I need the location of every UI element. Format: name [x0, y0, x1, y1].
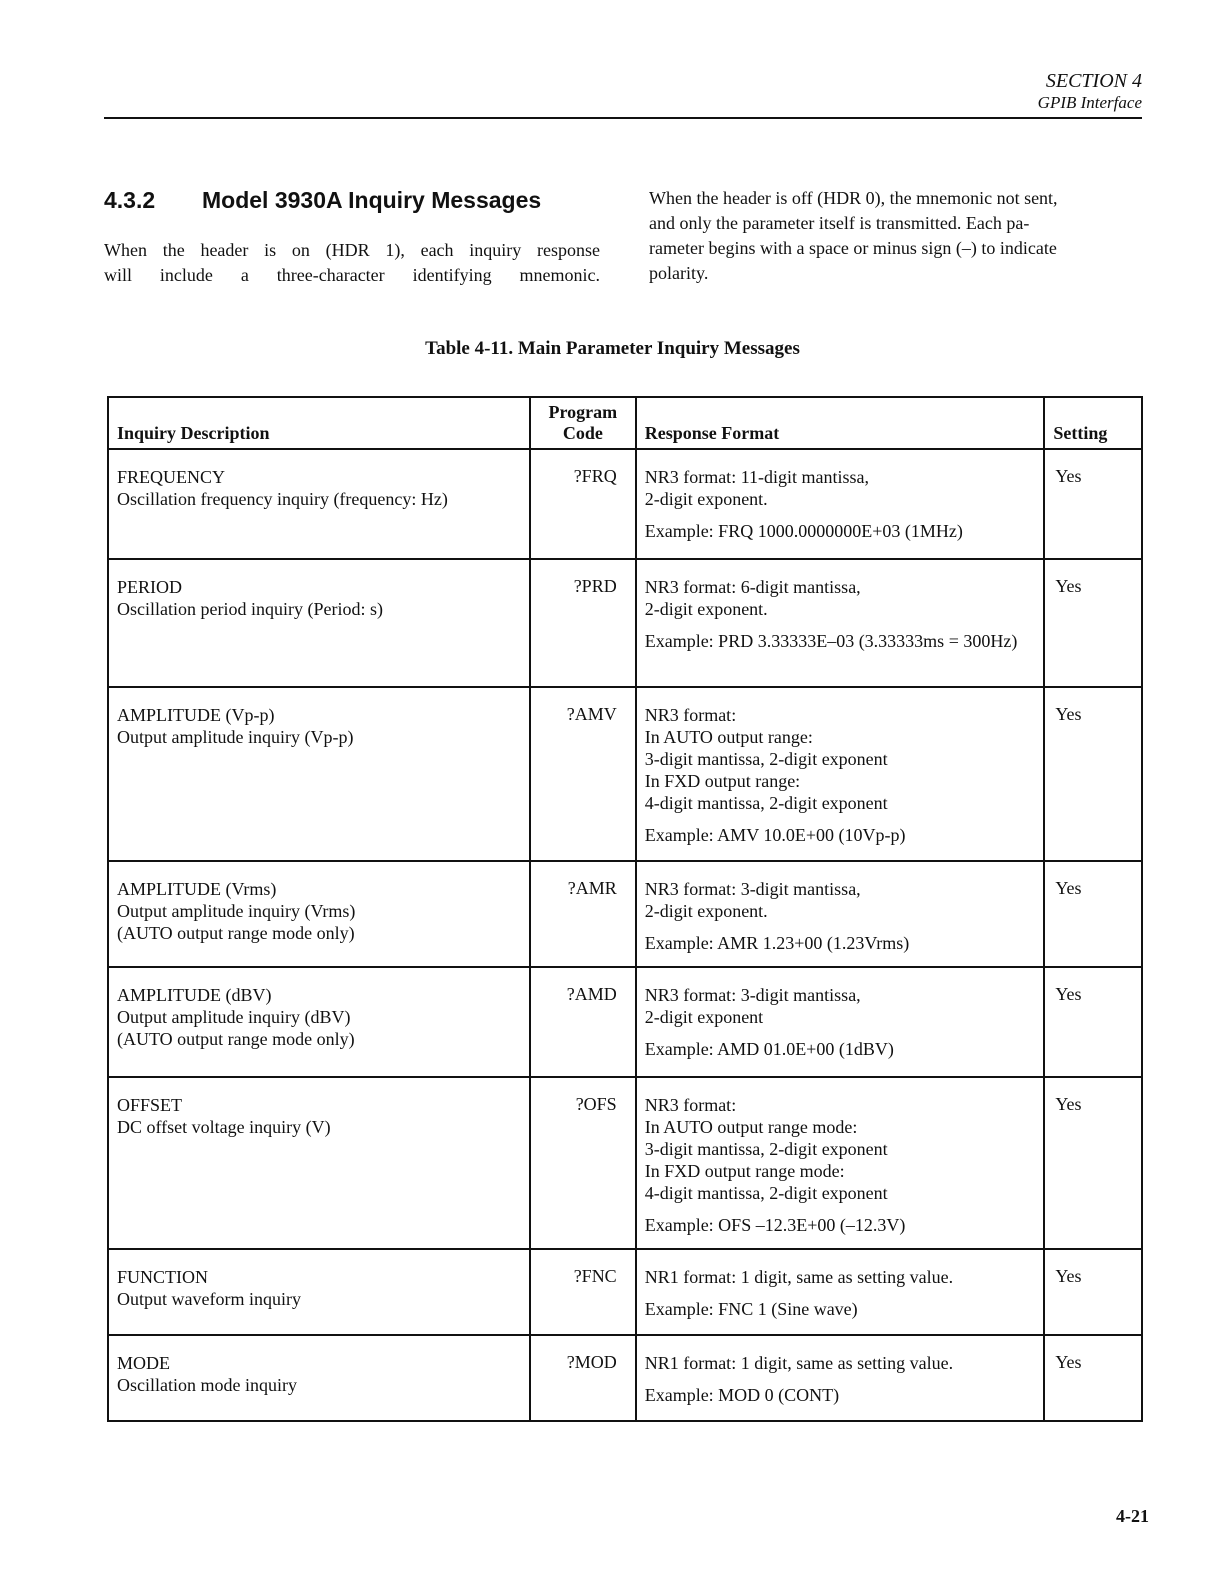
- paragraph-line: When the header is off (HDR 0), the mnemonic not sent,: [649, 188, 1058, 208]
- response-example: Example: AMR 1.23+00 (1.23Vrms): [644, 933, 910, 953]
- response-line: 2-digit exponent.: [644, 489, 768, 509]
- table-row: [108, 861, 1142, 967]
- cell-description: [108, 687, 530, 861]
- paragraph-line: will include a three-character identifying mnemonic.: [104, 265, 600, 285]
- response-example: Example: FNC 1 (Sine wave): [644, 1299, 858, 1319]
- parameter-name: AMPLITUDE (dBV): [117, 985, 272, 1005]
- response-example: Example: AMV 10.0E+00 (10Vp-p): [644, 825, 906, 845]
- table-caption: Table 4-11. Main Parameter Inquiry Messages: [425, 338, 800, 359]
- cell-description: [108, 861, 530, 967]
- response-line: 4-digit mantissa, 2-digit exponent: [644, 1183, 888, 1203]
- table-row: [108, 1335, 1142, 1421]
- cell-response-format: [636, 861, 1045, 967]
- description-line: Output waveform inquiry: [117, 1289, 301, 1309]
- cell-program-code: ?FNC: [530, 1249, 636, 1335]
- heading-title: Model 3930A Inquiry Messages: [202, 187, 542, 213]
- cell-response-format: [636, 1335, 1045, 1421]
- cell-response-format: [636, 449, 1045, 559]
- parameter-name: MODE: [117, 1353, 170, 1373]
- parameter-name: AMPLITUDE (Vrms): [117, 879, 277, 899]
- response-line: In AUTO output range:: [644, 727, 813, 747]
- cell-program-code: ?AMR: [530, 861, 636, 967]
- response-example: Example: FRQ 1000.0000000E+03 (1MHz): [644, 521, 963, 541]
- response-line: 2-digit exponent: [644, 1007, 764, 1027]
- response-line: NR3 format: 3-digit mantissa,: [644, 879, 861, 899]
- response-line: 3-digit mantissa, 2-digit exponent: [644, 749, 888, 769]
- response-line: NR3 format: 11-digit mantissa,: [644, 467, 870, 487]
- intro-paragraph-right: [649, 186, 1142, 286]
- cell-setting: Yes: [1044, 559, 1142, 687]
- table-row: [108, 967, 1142, 1077]
- paragraph-line: polarity.: [649, 263, 709, 283]
- paragraph-line: When the header is on (HDR 1), each inquiry response: [104, 240, 600, 260]
- response-line: 4-digit mantissa, 2-digit exponent: [644, 793, 888, 813]
- cell-setting: Yes: [1044, 967, 1142, 1077]
- table-row: [108, 1249, 1142, 1335]
- cell-description: [108, 559, 530, 687]
- cell-program-code: ?AMV: [530, 687, 636, 861]
- table-body: [108, 449, 1142, 1421]
- col-header-description: Inquiry Description: [108, 397, 530, 449]
- description-line: (AUTO output range mode only): [117, 923, 355, 943]
- response-line: In FXD output range mode:: [644, 1161, 845, 1181]
- cell-response-format: [636, 1249, 1045, 1335]
- table-row: [108, 1077, 1142, 1249]
- response-example: Example: OFS –12.3E+00 (–12.3V): [644, 1215, 906, 1235]
- response-line: NR3 format:: [644, 705, 737, 725]
- description-line: Output amplitude inquiry (Vp-p): [117, 727, 354, 747]
- cell-setting: Yes: [1044, 687, 1142, 861]
- parameter-name: FUNCTION: [117, 1267, 209, 1287]
- response-line: 3-digit mantissa, 2-digit exponent: [644, 1139, 888, 1159]
- cell-description: [108, 1249, 530, 1335]
- cell-description: [108, 1335, 530, 1421]
- cell-program-code: ?AMD: [530, 967, 636, 1077]
- cell-setting: Yes: [1044, 1249, 1142, 1335]
- cell-program-code: ?MOD: [530, 1335, 636, 1421]
- cell-setting: Yes: [1044, 1335, 1142, 1421]
- table-row: [108, 687, 1142, 861]
- description-line: Oscillation mode inquiry: [117, 1375, 297, 1395]
- response-line: 2-digit exponent.: [644, 901, 768, 921]
- section-label: SECTION 4: [1045, 70, 1142, 92]
- cell-setting: Yes: [1044, 449, 1142, 559]
- response-line: NR3 format: 6-digit mantissa,: [644, 577, 861, 597]
- col-header-setting: Setting: [1044, 397, 1142, 449]
- paragraph-line: and only the parameter itself is transmitted. Each pa-: [649, 213, 1030, 233]
- table-header-row: [108, 397, 1142, 449]
- section-heading: [104, 187, 541, 214]
- cell-description: [108, 1077, 530, 1249]
- cell-description: [108, 967, 530, 1077]
- running-header: [1038, 70, 1142, 114]
- table-row: [108, 559, 1142, 687]
- cell-program-code: ?PRD: [530, 559, 636, 687]
- heading-number: 4.3.2: [104, 187, 156, 213]
- col-header-response: Response Format: [636, 397, 1045, 449]
- inquiry-table: [107, 396, 1143, 1422]
- response-line: In AUTO output range mode:: [644, 1117, 858, 1137]
- page-number: 4-21: [1116, 1506, 1149, 1526]
- parameter-name: PERIOD: [117, 577, 183, 597]
- table-row: [108, 449, 1142, 559]
- response-line: NR1 format: 1 digit, same as setting value.: [644, 1353, 954, 1373]
- col-header-code-line1: Program: [548, 402, 618, 422]
- cell-response-format: [636, 559, 1045, 687]
- cell-response-format: [636, 967, 1045, 1077]
- parameter-name: OFFSET: [117, 1095, 183, 1115]
- description-line: Output amplitude inquiry (dBV): [117, 1007, 351, 1027]
- response-line: NR3 format: 3-digit mantissa,: [644, 985, 861, 1005]
- description-line: (AUTO output range mode only): [117, 1029, 355, 1049]
- col-header-code-line2: Code: [562, 423, 603, 443]
- response-line: NR1 format: 1 digit, same as setting value.: [644, 1267, 954, 1287]
- response-line: In FXD output range:: [644, 771, 801, 791]
- cell-setting: Yes: [1044, 861, 1142, 967]
- response-line: 2-digit exponent.: [644, 599, 768, 619]
- section-subtitle: GPIB Interface: [1037, 93, 1142, 112]
- parameter-name: FREQUENCY: [117, 467, 226, 487]
- response-example: Example: MOD 0 (CONT): [644, 1385, 840, 1405]
- description-line: DC offset voltage inquiry (V): [117, 1117, 331, 1137]
- cell-description: [108, 449, 530, 559]
- paragraph-line: rameter begins with a space or minus sign (–) to indicate: [649, 238, 1057, 258]
- cell-setting: Yes: [1044, 1077, 1142, 1249]
- response-example: Example: PRD 3.33333E–03 (3.33333ms = 300Hz): [644, 631, 1018, 651]
- col-header-code: [530, 397, 636, 449]
- cell-response-format: [636, 1077, 1045, 1249]
- description-line: Oscillation period inquiry (Period: s): [117, 599, 383, 619]
- description-line: Output amplitude inquiry (Vrms): [117, 901, 356, 921]
- cell-response-format: [636, 687, 1045, 861]
- intro-paragraph-left: [104, 238, 600, 288]
- cell-program-code: ?FRQ: [530, 449, 636, 559]
- response-line: NR3 format:: [644, 1095, 737, 1115]
- cell-program-code: ?OFS: [530, 1077, 636, 1249]
- header-rule: [104, 117, 1142, 119]
- description-line: Oscillation frequency inquiry (frequency: Hz): [117, 489, 448, 509]
- response-example: Example: AMD 01.0E+00 (1dBV): [644, 1039, 894, 1059]
- parameter-name: AMPLITUDE (Vp-p): [117, 705, 275, 725]
